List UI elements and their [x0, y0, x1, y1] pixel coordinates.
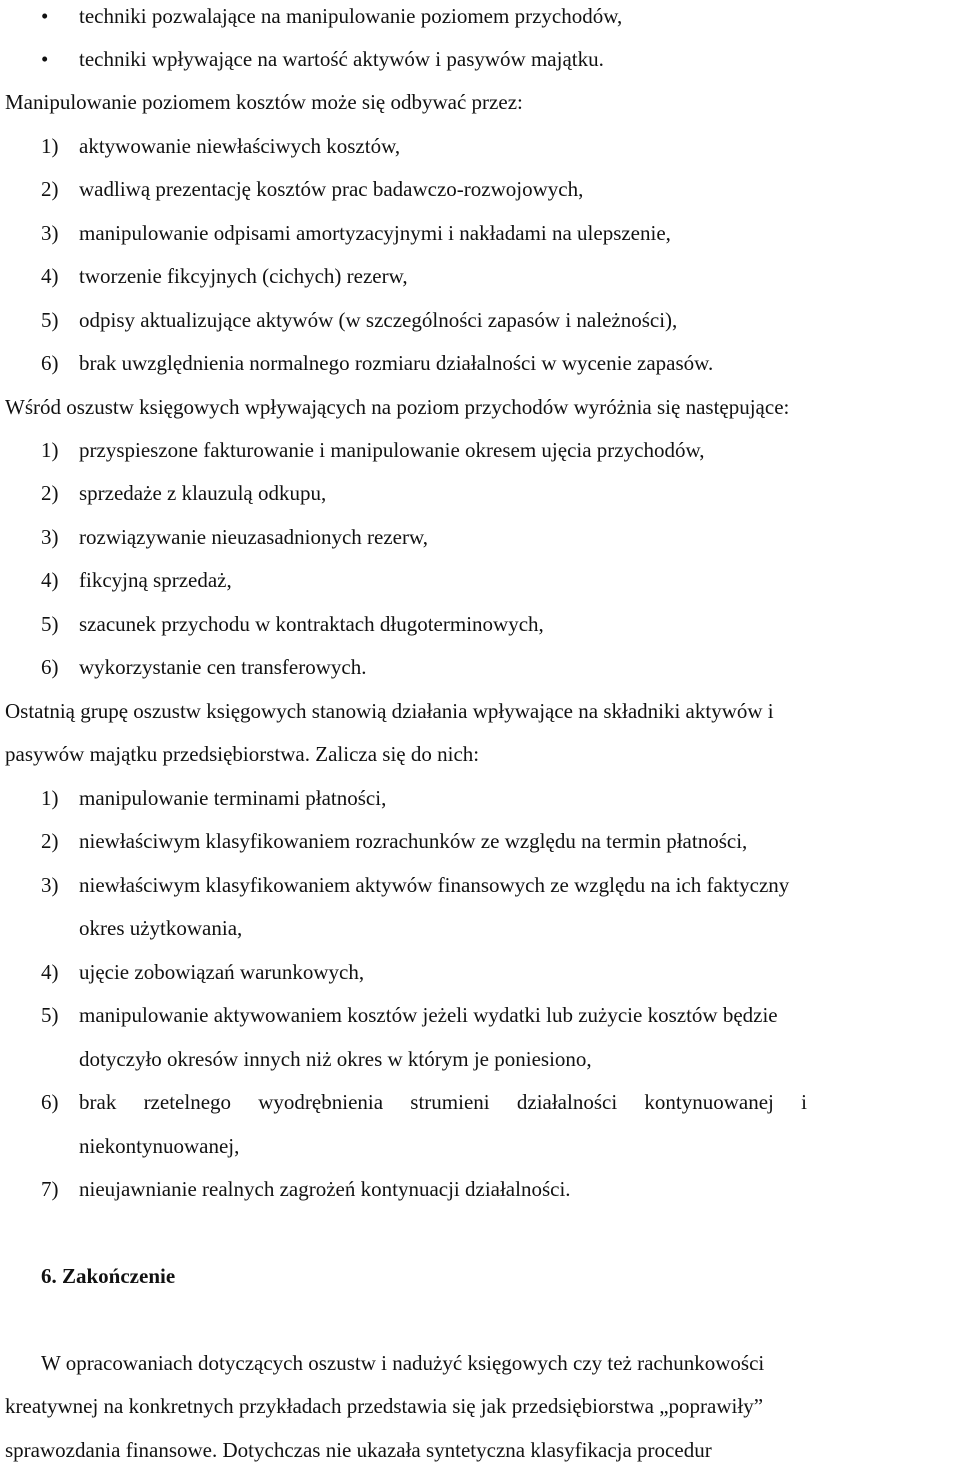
bullet-icon: • [41, 4, 49, 28]
list-text: niewłaściwym klasyfikowaniem aktywów finansowych ze względu na ich faktyczny [79, 873, 790, 897]
list-text: aktywowanie niewłaściwych kosztów, [79, 134, 401, 158]
paragraph: Wśród oszustw księgowych wpływających na poziom przychodów wyróżnia się następujące: [5, 395, 790, 419]
list-item [41, 1089, 807, 1115]
list-number: 3) [41, 525, 59, 549]
list-item [41, 611, 544, 637]
list-text: wykorzystanie cen transferowych. [79, 655, 367, 679]
bullet-item [41, 46, 604, 72]
list-text: fikcyjną sprzedaż, [79, 568, 232, 592]
list-number: 4) [41, 568, 59, 592]
list-number: 2) [41, 829, 59, 853]
list-item [41, 263, 408, 289]
list-number: 2) [41, 481, 59, 505]
paragraph-line: pasywów majątku przedsiębiorstwa. Zalicza się do nich: [5, 742, 480, 766]
list-item [41, 785, 386, 811]
list-text: manipulowanie odpisami amortyzacyjnymi i nakładami na ulepszenie, [79, 221, 671, 245]
list-text: wadliwą prezentację kosztów prac badawczo-rozwojowych, [79, 177, 584, 201]
list-number: 5) [41, 612, 59, 636]
list-number: 5) [41, 308, 59, 332]
list-item [41, 654, 366, 680]
paragraph-text: Ostatnią grupę oszustw księgowych stanowią działania wpływające na składniki aktywów i [5, 699, 774, 723]
paragraph-line: kreatywnej na konkretnych przykładach przedstawia się jak przedsiębiorstwa „poprawiły” [5, 1394, 764, 1418]
list-item [41, 307, 677, 333]
list-number: 6) [41, 1090, 59, 1114]
list-text: ujęcie zobowiązań warunkowych, [79, 960, 365, 984]
list-text-continuation: dotyczyło okresów innych niż okres w którym je poniesiono, [79, 1047, 592, 1071]
list-number: 6) [41, 655, 59, 679]
list-number: 7) [41, 1177, 59, 1201]
list-text: przyspieszone fakturowanie i manipulowanie okresem ujęcia przychodów, [79, 438, 705, 462]
list-text: brak uwzględnienia normalnego rozmiaru działalności w wycenie zapasów. [79, 351, 714, 375]
list-text: sprzedaże z klauzulą odkupu, [79, 481, 327, 505]
list-number: 1) [41, 786, 59, 810]
paragraph-line: W opracowaniach dotyczących oszustw i nadużyć księgowych czy też rachunkowości [41, 1351, 765, 1375]
list-text: tworzenie fikcyjnych (cichych) rezerw, [79, 264, 408, 288]
list-text: manipulowanie aktywowaniem kosztów jeżeli wydatki lub zużycie kosztów będzie [79, 1003, 778, 1027]
list-item [41, 567, 232, 593]
list-number: 1) [41, 134, 59, 158]
list-item [41, 220, 671, 246]
list-item [41, 1002, 778, 1028]
list-number: 4) [41, 960, 59, 984]
list-text: rozwiązywanie nieuzasadnionych rezerw, [79, 525, 429, 549]
list-item [41, 437, 705, 463]
list-item [41, 524, 428, 550]
list-item [41, 828, 747, 854]
list-number: 6) [41, 351, 59, 375]
list-text: niewłaściwym klasyfikowaniem rozrachunków ze względu na termin płatności, [79, 829, 748, 853]
list-number: 3) [41, 873, 59, 897]
paragraph-line: sprawozdania finansowe. Dotychczas nie ukazała syntetyczna klasyfikacja procedur [5, 1438, 712, 1462]
section-heading: 6. Zakończenie [41, 1264, 176, 1288]
list-item [41, 872, 789, 898]
list-text-continuation: niekontynuowanej, [79, 1134, 240, 1158]
list-number: 4) [41, 264, 59, 288]
list-item [41, 350, 713, 376]
bullet-text: techniki pozwalające na manipulowanie poziomem przychodów, [79, 4, 623, 28]
list-number: 5) [41, 1003, 59, 1027]
bullet-text: techniki wpływające na wartość aktywów i pasywów majątku. [79, 47, 604, 71]
list-text-continuation: okres użytkowania, [79, 916, 243, 940]
bullet-icon: • [41, 47, 49, 71]
paragraph-line [5, 698, 955, 724]
list-item [41, 176, 583, 202]
list-item [41, 959, 364, 985]
list-item [41, 480, 326, 506]
list-number: 1) [41, 438, 59, 462]
list-text: odpisy aktualizujące aktywów (w szczególności zapasów i należności), [79, 308, 678, 332]
list-number: 2) [41, 177, 59, 201]
bullet-item [41, 3, 622, 29]
paragraph: Manipulowanie poziomem kosztów może się odbywać przez: [5, 90, 523, 114]
list-text: nieujawnianie realnych zagrożeń kontynuacji działalności. [79, 1177, 571, 1201]
list-text: brak rzetelnego wyodrębnienia strumieni działalności kontynuowanej i [79, 1090, 807, 1114]
list-text: manipulowanie terminami płatności, [79, 786, 387, 810]
list-item [41, 133, 400, 159]
list-item [41, 1176, 571, 1202]
list-number: 3) [41, 221, 59, 245]
list-text: szacunek przychodu w kontraktach długoterminowych, [79, 612, 544, 636]
